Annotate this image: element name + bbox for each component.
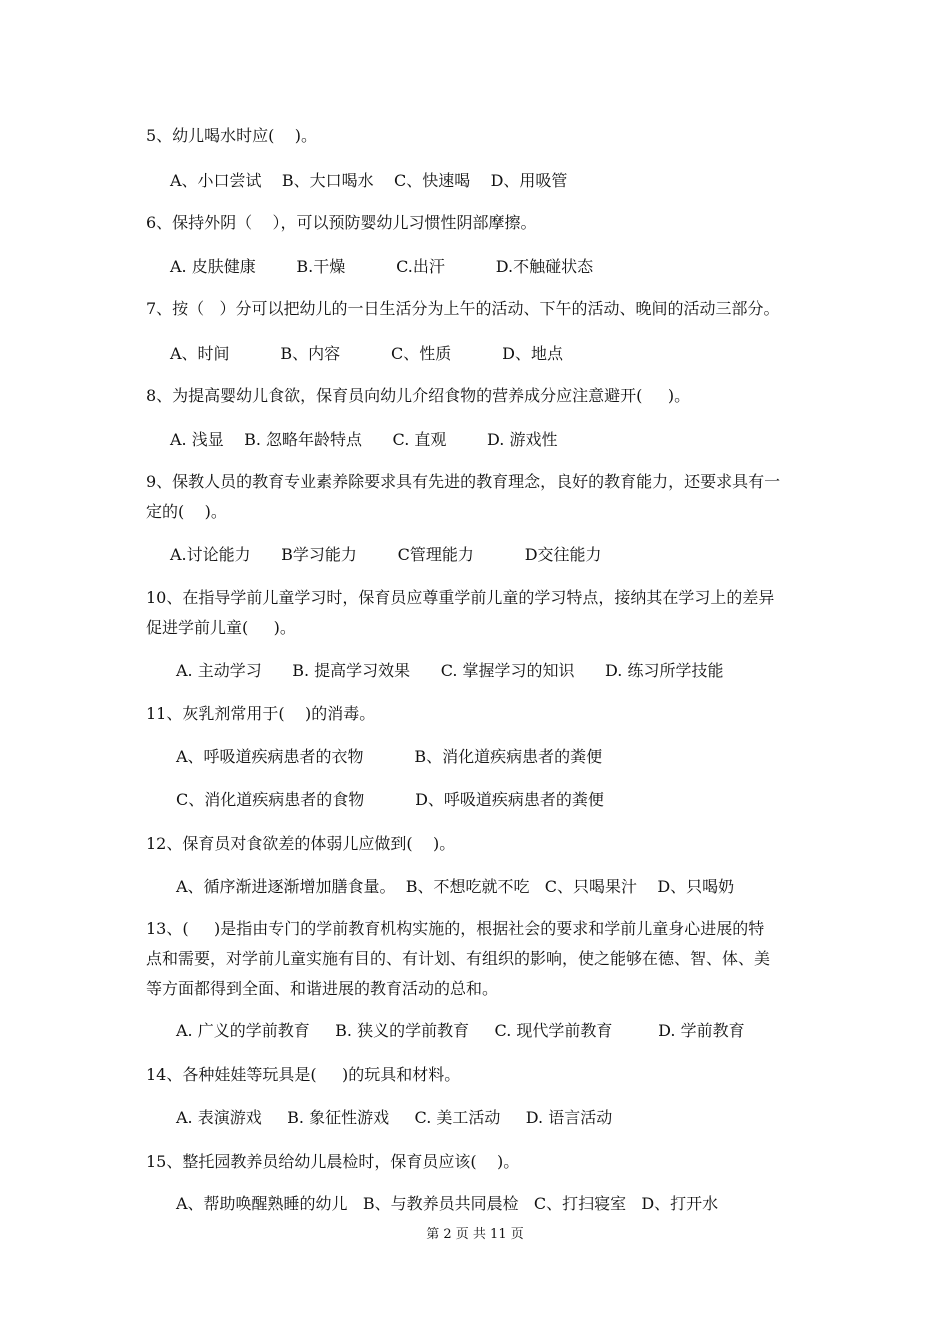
question-stem-continued: 促进学前儿童( )。 xyxy=(146,618,296,637)
question-options-continued: C、消化道疾病患者的食物 D、呼吸道疾病患者的粪便 xyxy=(176,790,604,809)
question-stem-continued: 等方面都得到全面、和谐进展的教育活动的总和。 xyxy=(146,979,499,998)
question-stem: 14、各种娃娃等玩具是( )的玩具和材料。 xyxy=(146,1065,461,1084)
question-options: A.讨论能力 B学习能力 C管理能力 D交往能力 xyxy=(170,545,602,564)
question-options: A、时间 B、内容 C、性质 D、地点 xyxy=(170,344,563,363)
question-stem: 12、保育员对食欲差的体弱儿应做到( )。 xyxy=(146,834,456,853)
question-stem-continued: 定的( )。 xyxy=(146,502,227,521)
question-options: A、小口尝试 B、大口喝水 C、快速喝 D、用吸管 xyxy=(170,171,568,190)
question-stem: 7、按（ ）分可以把幼儿的一日生活分为上午的活动、下午的活动、晚间的活动三部分。 xyxy=(146,299,780,318)
question-options: A. 浅显 B. 忽略年龄特点 C. 直观 D. 游戏性 xyxy=(170,430,558,449)
question-options: A、循序渐进逐渐增加膳食量。 B、不想吃就不吃 C、只喝果汁 D、只喝奶 xyxy=(176,877,735,896)
question-options: A、帮助唤醒熟睡的幼儿 B、与教养员共同晨检 C、打扫寝室 D、打开水 xyxy=(176,1194,719,1213)
question-stem: 13、( )是指由专门的学前教育机构实施的，根据社会的要求和学前儿童身心进展的特 xyxy=(146,919,765,938)
page-number: 第 2 页 共 11 页 xyxy=(426,1227,524,1242)
question-stem: 11、灰乳剂常用于( )的消毒。 xyxy=(146,704,376,723)
question-stem: 5、幼儿喝水时应( )。 xyxy=(146,126,318,145)
question-stem: 15、整托园教养员给幼儿晨检时，保育员应该( )。 xyxy=(146,1152,520,1171)
question-options: A. 主动学习 B. 提高学习效果 C. 掌握学习的知识 D. 练习所学技能 xyxy=(176,661,724,680)
question-options: A. 广义的学前教育 B. 狭义的学前教育 C. 现代学前教育 D. 学前教育 xyxy=(176,1021,745,1040)
question-stem: 10、在指导学前儿童学习时，保育员应尊重学前儿童的学习特点，接纳其在学习上的差异 xyxy=(146,588,775,607)
question-stem: 6、保持外阴（ ），可以预防婴幼儿习惯性阴部摩擦。 xyxy=(146,213,537,232)
question-stem: 8、为提高婴幼儿食欲，保育员向幼儿介绍食物的营养成分应注意避开( )。 xyxy=(146,386,691,405)
question-options: A. 表演游戏 B. 象征性游戏 C. 美工活动 D. 语言活动 xyxy=(176,1108,613,1127)
question-options: A、呼吸道疾病患者的衣物 B、消化道疾病患者的粪便 xyxy=(176,747,603,766)
question-stem: 9、保教人员的教育专业素养除要求具有先进的教育理念，良好的教育能力，还要求具有一 xyxy=(146,472,781,491)
question-options: A. 皮肤健康 B.干燥 C.出汗 D.不触碰状态 xyxy=(170,257,594,276)
question-stem-continued: 点和需要，对学前儿童实施有目的、有计划、有组织的影响，使之能够在德、智、体、美 xyxy=(146,949,771,968)
